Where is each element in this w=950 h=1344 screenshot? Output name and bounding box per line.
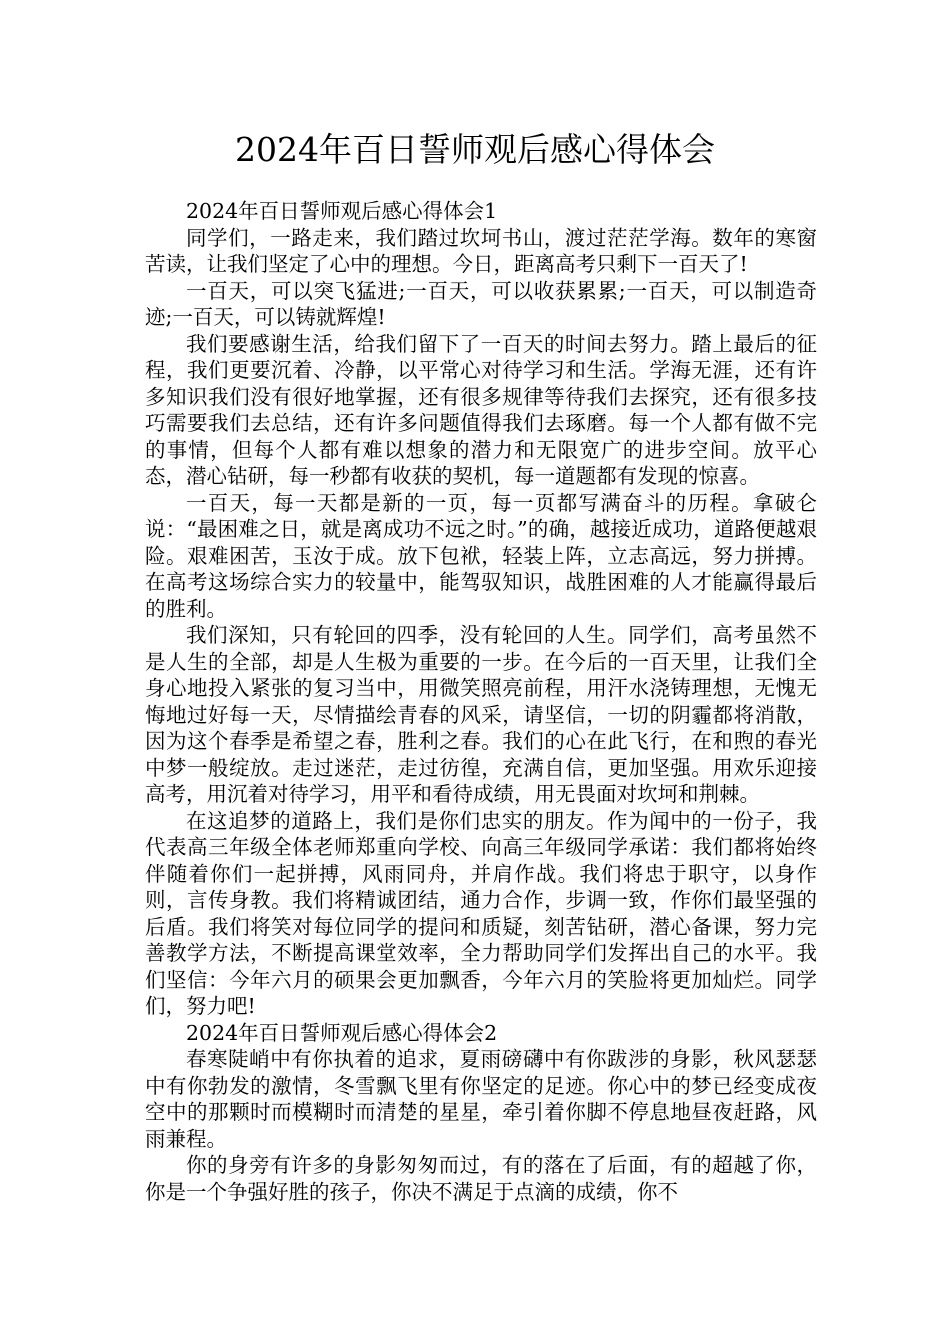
paragraph: 你的身旁有许多的身影匆匆而过，有的落在了后面，有的超越了你，你是一个争强好胜的孩子，你决不满足于点滴的成绩，你不 bbox=[145, 1153, 817, 1204]
document-title: 2024年百日誓师观后感心得体会 bbox=[235, 130, 715, 169]
document-body bbox=[145, 198, 817, 1205]
paragraph: 一百天，每一天都是新的一页，每一页都写满奋斗的历程。拿破仑说：“最困难之日，就是离成功不远之时。”的确，越接近成功，道路便越艰险。艰难困苦，玉汝于成。放下包袱，轻装上阵，立志高远，努力拼搏。在高考这场综合实力的较量中，能驾驭知识，战胜困难的人才能赢得最后的胜利。 bbox=[145, 490, 817, 621]
paragraph: 我们要感谢生活，给我们留下了一百天的时间去努力。踏上最后的征程，我们更要沉着、冷静，以平常心对待学习和生活。学海无涯，还有许多知识我们没有很好地掌握，还有很多规律等待我们去探究，还有很多技巧需要我们去总结，还有许多问题值得我们去琢磨。每一个人都有做不完的事情，但每个人都有难以想象的潜力和无限宽广的进步空间。放平心态，潜心钻研，每一秒都有收获的契机，每一道题都有发现的惊喜。 bbox=[145, 331, 817, 488]
paragraph: 我们深知，只有轮回的四季，没有轮回的人生。同学们，高考虽然不是人生的全部，却是人生极为重要的一步。在今后的一百天里，让我们全身心地投入紧张的复习当中，用微笑照亮前程，用汗水浇铸理想，无愧无悔地过好每一天，尽情描绘青春的风采，请坚信，一切的阴霾都将消散，因为这个春季是希望之春，胜利之春。我们的心在此飞行，在和煦的春光中梦一般绽放。走过迷茫，走过彷徨，充满自信，更加坚强。用欢乐迎接高考，用沉着对待学习，用平和看待成绩，用无畏面对坎坷和荆棘。 bbox=[145, 623, 817, 806]
paragraph: 春寒陡峭中有你执着的追求，夏雨磅礴中有你跋涉的身影，秋风瑟瑟中有你勃发的激情，冬雪飘飞里有你坚定的足迹。你心中的梦已经变成夜空中的那颗时而模糊时而清楚的星星，牵引着你脚不停息地昼夜赶路，风雨兼程。 bbox=[145, 1047, 817, 1151]
paragraph: 在这追梦的道路上，我们是你们忠实的朋友。作为闻中的一份子，我代表高三年级全体老师郑重向学校、向高三年级同学承诺：我们都将始终伴随着你们一起拼搏，风雨同舟，并肩作战。我们将忠于职守，以身作则，言传身教。我们将精诚团结，通力合作，步调一致，作你们最坚强的后盾。我们将笑对每位同学的提问和质疑，刻苦钻研，潜心备课，努力完善教学方法，不断提高课堂效率，全力帮助同学们发挥出自己的水平。我们坚信：今年六月的硕果会更加飘香，今年六月的笑脸将更加灿烂。同学们，努力吧! bbox=[145, 808, 817, 1018]
paragraph: 一百天，可以突飞猛进;一百天，可以收获累累;一百天，可以制造奇迹;一百天，可以铸就辉煌! bbox=[145, 278, 817, 329]
paragraph: 同学们，一路走来，我们踏过坎坷书山，渡过茫茫学海。数年的寒窗苦读，让我们坚定了心中的理想。今日，距离高考只剩下一百天了! bbox=[145, 225, 817, 276]
section-heading-1: 2024年百日誓师观后感心得体会1 bbox=[186, 199, 498, 223]
section-heading-2: 2024年百日誓师观后感心得体会2 bbox=[186, 1020, 498, 1045]
